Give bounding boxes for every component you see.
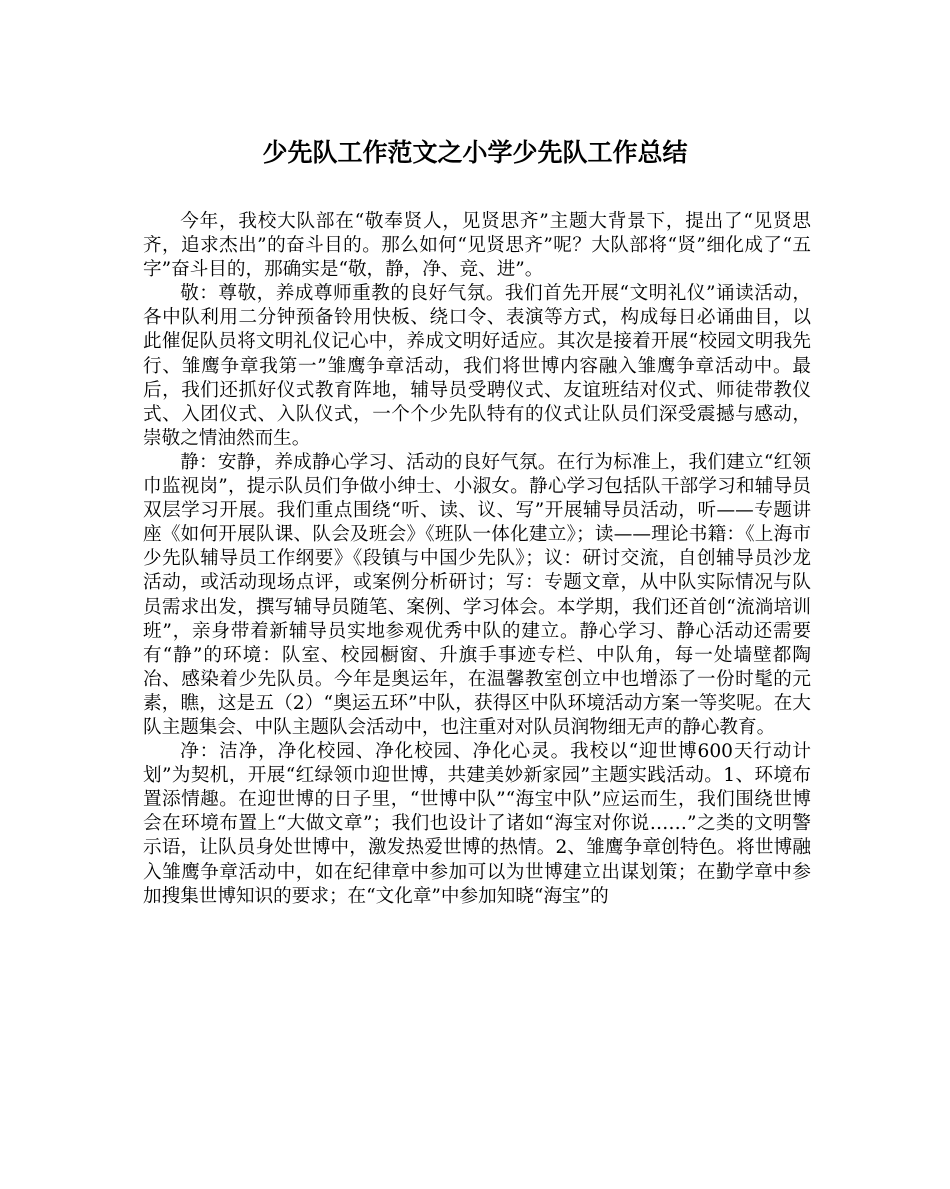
- paragraph-intro: 今年，我校大队部在“敬奉贤人，见贤思齐”主题大背景下，提出了“见贤思齐，追求杰出”的奋斗目的。那么如何“见贤思齐”呢？大队部将“贤”细化成了“五字”奋斗目的，那确实是“敬，静，净、竞、进”。: [143, 211, 811, 281]
- document-body: [143, 210, 811, 909]
- document-title: 少先队工作范文之小学少先队工作总结: [262, 138, 688, 167]
- paragraph-jing-quiet: 静：安静，养成静心学习、活动的良好气氛。在行为标准上，我们建立“红领巾监视岗”，提示队员们争做小绅士、小淑女。静心学习包括队干部学习和辅导员双层学习开展。我们重点围绕“听、读、议、写”开展辅导员活动，听——专题讲座《如何开展队课、队会及班会》《班队一体化建立》；读——理论书籍：《上海市少先队辅导员工作纲要》《段镇与中国少先队》；议：研讨交流，自创辅导员沙龙活动，或活动现场点评，或案例分析研讨；写：专题文章，从中队实际情况与队员需求出发，撰写辅导员随笔、案例、学习体会。本学期，我们还首创“流淌培训班”，亲身带着新辅导员实地参观优秀中队的建立。静心学习、静心活动还需要有“静”的环境：队室、校园橱窗、升旗手事迹专栏、中队角，每一处墙壁都陶冶、感染着少先队员。今年是奥运年，在温馨教室创立中也增添了一份时髦的元素，瞧，这是五（2）“奥运五环”中队，获得区中队环境活动方案一等奖呢。在大队主题集会、中队主题队会活动中，也注重对对队员润物细无声的静心教育。: [143, 451, 811, 738]
- paragraph-jing-clean: 净：洁净，净化校园、净化校园、净化心灵。我校以“迎世博600天行动计划”为契机，开展“红绿领巾迎世博，共建美妙新家园”主题实践活动。1、环境布置添情趣。在迎世博的日子里，“世博中队”“海宝中队”应运而生，我们围绕世博会在环境布置上“大做文章”；我们也设计了诸如“海宝对你说……”之类的文明警示语，让队员身处世博中，激发热爱世博的热情。2、雏鹰争章创特色。将世博融入雏鹰争章活动中，如在纪律章中参加可以为世博建立出谋划策；在勤学章中参加搜集世博知识的要求；在“文化章”中参加知晓“海宝”的: [143, 741, 811, 907]
- paragraph-jing-respect: 敬：尊敬，养成尊师重教的良好气氛。我们首先开展“文明礼仪”诵读活动，各中队利用二分钟预备铃用快板、绕口令、表演等方式，构成每日必诵曲目，以此催促队员将文明礼仪记心中，养成文明好适应。其次是接着开展“校园文明我先行、雏鹰争章我第一”雏鹰争章活动，我们将世博内容融入雏鹰争章活动中。最后，我们还抓好仪式教育阵地，辅导员受聘仪式、友谊班结对仪式、师徒带教仪式、入团仪式、入队仪式，一个个少先队特有的仪式让队员们深受震撼与感动，崇敬之情油然而生。: [143, 283, 811, 449]
